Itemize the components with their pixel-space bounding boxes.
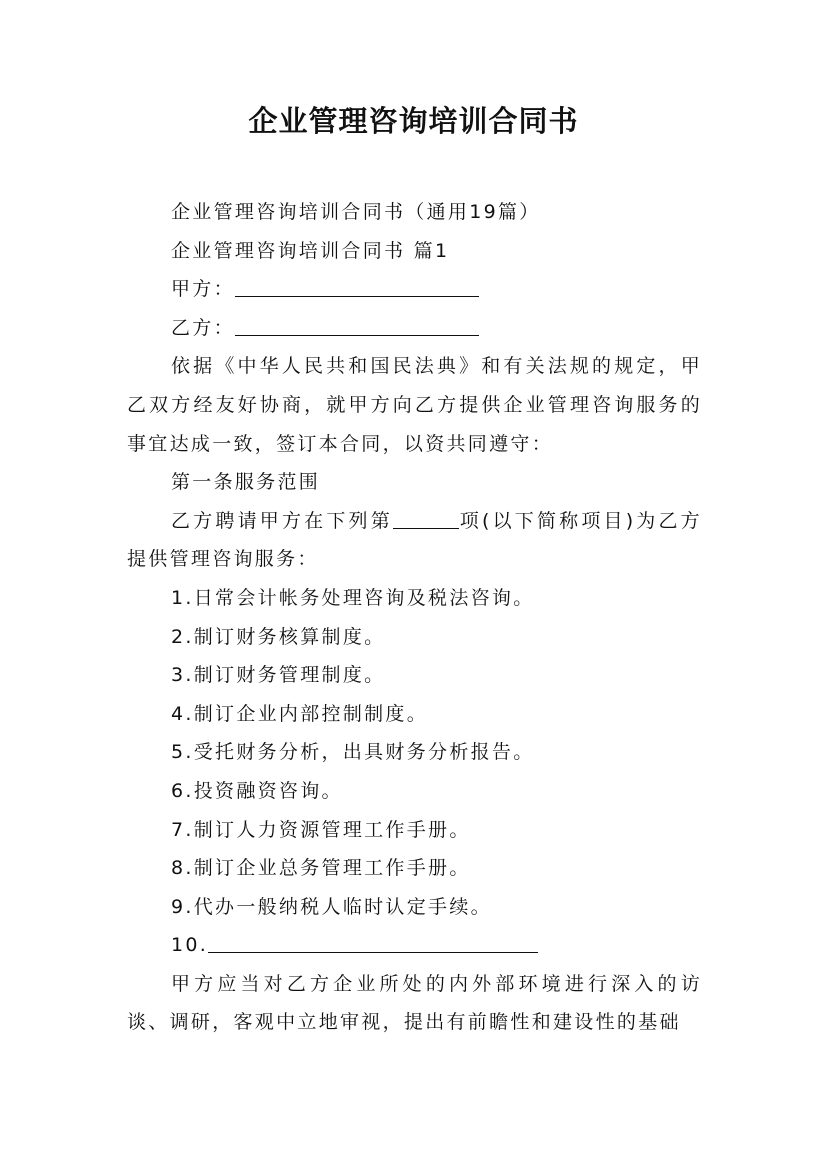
scope-text-after: 项(以下简称项目)为乙方提供管理咨询服务： <box>127 509 702 571</box>
list-item: 5.受托财务分析，出具财务分析报告。 <box>171 741 535 764</box>
list-item: 7.制订人力资源管理工作手册。 <box>171 818 471 841</box>
scope-paragraph <box>127 502 702 579</box>
document-subtitle: 企业管理咨询培训合同书（通用19篇） <box>171 201 541 223</box>
party-a-blank <box>235 274 479 297</box>
party-b-blank <box>235 313 479 336</box>
list-item-ten <box>127 926 702 965</box>
scope-item-blank <box>393 506 459 529</box>
party-a-label: 甲方： <box>171 278 235 301</box>
list-item: 3.制订财务管理制度。 <box>171 664 386 687</box>
list-item: 6.投资融资咨询。 <box>171 779 343 802</box>
party-b-label: 乙方： <box>171 316 235 339</box>
intro-paragraph: 依据《中华人民共和国民法典》和有关法规的规定，甲乙双方经友好协商，就甲方向乙方提供企业管理咨询服务的事宜达成一致，签订本合同，以资共同遵守： <box>127 355 702 455</box>
list-item: 9.代办一般纳税人临时认定手续。 <box>171 895 492 918</box>
document-title: 企业管理咨询培训合同书 <box>248 104 579 138</box>
party-a-line <box>127 270 702 309</box>
list-item: 2.制订财务核算制度。 <box>171 625 386 648</box>
scope-text-before: 乙方聘请甲方在下列第 <box>171 509 393 532</box>
list-item: 4.制订企业内部控制制度。 <box>171 702 429 725</box>
list-item: 1.日常会计帐务处理咨询及税法咨询。 <box>171 586 535 609</box>
party-b-line <box>127 309 702 348</box>
item-ten-label: 10. <box>171 934 209 957</box>
item-ten-blank <box>208 930 538 953</box>
list-item: 8.制订企业总务管理工作手册。 <box>171 857 471 880</box>
article-one-heading: 第一条服务范围 <box>171 471 321 494</box>
closing-paragraph: 甲方应当对乙方企业所处的内外部环境进行深入的访谈、调研，客观中立地审视，提出有前瞻性和建设性的基础 <box>127 972 702 1034</box>
document-body <box>127 193 702 1042</box>
section-heading: 企业管理咨询培训合同书 篇1 <box>171 239 450 262</box>
